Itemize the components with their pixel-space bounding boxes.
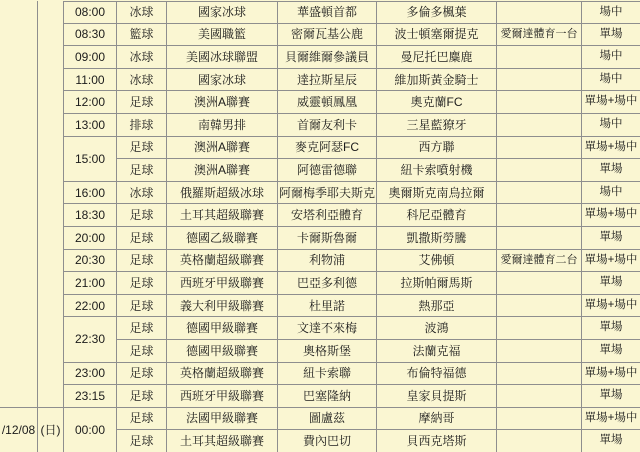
table-row bbox=[0, 137, 640, 160]
cell-type: 單場+場中 bbox=[582, 408, 640, 431]
cell-league: 西班牙甲級聯賽 bbox=[167, 385, 278, 408]
cell-time: 22:30 bbox=[64, 317, 117, 362]
cell-channel bbox=[497, 295, 582, 318]
cell-sport: 足球 bbox=[117, 204, 167, 227]
table-row bbox=[0, 24, 640, 47]
cell-home-team: 阿爾梅季耶夫斯克 bbox=[278, 182, 377, 205]
cell-league: 德國甲級聯賽 bbox=[167, 340, 278, 363]
cell-league: 美國職籃 bbox=[167, 24, 278, 47]
cell-home-team: 華盛頓首都 bbox=[278, 1, 377, 24]
table-row bbox=[0, 1, 640, 24]
cell-sport: 足球 bbox=[117, 408, 167, 431]
cell-channel bbox=[497, 317, 582, 340]
cell-away-team: 多倫多楓葉 bbox=[377, 1, 497, 24]
cell-home-team: 麥克阿瑟FC bbox=[278, 137, 377, 160]
cell-sport: 足球 bbox=[117, 363, 167, 386]
cell-away-team: 奧克蘭FC bbox=[377, 91, 497, 114]
cell-time: 15:00 bbox=[64, 137, 117, 182]
cell-time: 13:00 bbox=[64, 114, 117, 137]
cell-time: 20:00 bbox=[64, 227, 117, 250]
cell-channel: 愛爾達體育一台 bbox=[497, 24, 582, 47]
cell-home-team: 阿德雷德聯 bbox=[278, 159, 377, 182]
cell-channel bbox=[497, 340, 582, 363]
cell-sport: 足球 bbox=[117, 91, 167, 114]
cell-type: 單場 bbox=[582, 272, 640, 295]
cell-league: 德國乙級聯賽 bbox=[167, 227, 278, 250]
cell-league: 土耳其超級聯賽 bbox=[167, 204, 278, 227]
cell-home-team: 利物浦 bbox=[278, 250, 377, 273]
cell-away-team: 西方聯 bbox=[377, 137, 497, 160]
table-row bbox=[0, 69, 640, 92]
cell-time: 09:00 bbox=[64, 46, 117, 69]
cell-away-team: 皇家貝提斯 bbox=[377, 385, 497, 408]
cell-sport: 足球 bbox=[117, 385, 167, 408]
cell-sport: 冰球 bbox=[117, 182, 167, 205]
table-row bbox=[0, 408, 640, 431]
cell-league: 英格蘭超級聯賽 bbox=[167, 363, 278, 386]
cell-league: 德國甲級聯賽 bbox=[167, 317, 278, 340]
cell-league: 南韓男排 bbox=[167, 114, 278, 137]
cell-away-team: 奧爾斯克南烏拉爾 bbox=[377, 182, 497, 205]
cell-home-team: 杜里諾 bbox=[278, 295, 377, 318]
cell-league: 英格蘭超級聯賽 bbox=[167, 250, 278, 273]
cell-time: 18:30 bbox=[64, 204, 117, 227]
cell-day: (日) bbox=[38, 408, 64, 452]
schedule-table bbox=[0, 1, 640, 452]
cell-channel bbox=[497, 137, 582, 160]
cell-channel bbox=[497, 91, 582, 114]
table-row bbox=[0, 250, 640, 273]
cell-away-team: 拉斯帕爾馬斯 bbox=[377, 272, 497, 295]
cell-home-team: 安塔利亞體育 bbox=[278, 204, 377, 227]
cell-type: 單場 bbox=[582, 430, 640, 452]
cell-sport: 足球 bbox=[117, 227, 167, 250]
cell-day bbox=[38, 1, 64, 408]
cell-type: 單場 bbox=[582, 24, 640, 47]
cell-away-team: 三星藍獠牙 bbox=[377, 114, 497, 137]
table-row bbox=[0, 385, 640, 408]
cell-channel bbox=[497, 272, 582, 295]
cell-type: 單場 bbox=[582, 317, 640, 340]
cell-home-team: 費內巴切 bbox=[278, 430, 377, 452]
cell-channel bbox=[497, 1, 582, 24]
cell-time: 00:00 bbox=[64, 408, 117, 452]
cell-away-team: 貝西克塔斯 bbox=[377, 430, 497, 452]
cell-date: /12/08 bbox=[0, 408, 38, 452]
cell-type: 單場+場中 bbox=[582, 250, 640, 273]
cell-date bbox=[0, 1, 38, 408]
cell-league: 義大利甲級聯賽 bbox=[167, 295, 278, 318]
cell-league: 土耳其超級聯賽 bbox=[167, 430, 278, 452]
cell-time: 11:00 bbox=[64, 69, 117, 92]
cell-time: 23:15 bbox=[64, 385, 117, 408]
table-row bbox=[0, 317, 640, 340]
cell-away-team: 凱撒斯勞騰 bbox=[377, 227, 497, 250]
cell-away-team: 波士頓塞爾提克 bbox=[377, 24, 497, 47]
cell-sport: 足球 bbox=[117, 250, 167, 273]
cell-type: 場中 bbox=[582, 114, 640, 137]
cell-home-team: 卡爾斯魯爾 bbox=[278, 227, 377, 250]
table-row bbox=[0, 272, 640, 295]
cell-sport: 籃球 bbox=[117, 24, 167, 47]
cell-sport: 足球 bbox=[117, 317, 167, 340]
cell-sport: 冰球 bbox=[117, 1, 167, 24]
cell-home-team: 文達不來梅 bbox=[278, 317, 377, 340]
cell-home-team: 首爾友利卡 bbox=[278, 114, 377, 137]
cell-sport: 足球 bbox=[117, 295, 167, 318]
cell-sport: 排球 bbox=[117, 114, 167, 137]
cell-channel bbox=[497, 385, 582, 408]
cell-away-team: 波鴻 bbox=[377, 317, 497, 340]
table-row bbox=[0, 363, 640, 386]
cell-home-team: 紐卡索聯 bbox=[278, 363, 377, 386]
cell-league: 澳洲A聯賽 bbox=[167, 159, 278, 182]
cell-channel bbox=[497, 408, 582, 431]
cell-league: 國家冰球 bbox=[167, 69, 278, 92]
cell-sport: 冰球 bbox=[117, 46, 167, 69]
cell-channel: 愛爾達體育二台 bbox=[497, 250, 582, 273]
cell-away-team: 曼尼托巴麋鹿 bbox=[377, 46, 497, 69]
cell-league: 澳洲A聯賽 bbox=[167, 91, 278, 114]
table-row bbox=[0, 295, 640, 318]
cell-type: 單場 bbox=[582, 159, 640, 182]
cell-time: 21:00 bbox=[64, 272, 117, 295]
cell-channel bbox=[497, 363, 582, 386]
cell-channel bbox=[497, 204, 582, 227]
table-row bbox=[0, 204, 640, 227]
cell-league: 西班牙甲級聯賽 bbox=[167, 272, 278, 295]
cell-away-team: 摩納哥 bbox=[377, 408, 497, 431]
cell-away-team: 法蘭克福 bbox=[377, 340, 497, 363]
cell-type: 單場+場中 bbox=[582, 204, 640, 227]
cell-type: 單場+場中 bbox=[582, 295, 640, 318]
cell-home-team: 密爾瓦基公鹿 bbox=[278, 24, 377, 47]
cell-league: 法國甲級聯賽 bbox=[167, 408, 278, 431]
cell-type: 場中 bbox=[582, 69, 640, 92]
cell-league: 美國冰球聯盟 bbox=[167, 46, 278, 69]
cell-channel bbox=[497, 46, 582, 69]
cell-away-team: 艾佛頓 bbox=[377, 250, 497, 273]
cell-home-team: 巴塞隆納 bbox=[278, 385, 377, 408]
cell-channel bbox=[497, 430, 582, 452]
cell-sport: 足球 bbox=[117, 137, 167, 160]
cell-time: 16:00 bbox=[64, 182, 117, 205]
cell-channel bbox=[497, 69, 582, 92]
cell-time: 12:00 bbox=[64, 91, 117, 114]
cell-time: 22:00 bbox=[64, 295, 117, 318]
cell-sport: 足球 bbox=[117, 159, 167, 182]
cell-league: 俄羅斯超級冰球 bbox=[167, 182, 278, 205]
cell-channel bbox=[497, 227, 582, 250]
table-row bbox=[0, 114, 640, 137]
table-row bbox=[0, 46, 640, 69]
cell-away-team: 維加斯黃金騎士 bbox=[377, 69, 497, 92]
cell-sport: 足球 bbox=[117, 430, 167, 452]
cell-home-team: 達拉斯星辰 bbox=[278, 69, 377, 92]
cell-channel bbox=[497, 114, 582, 137]
cell-away-team: 紐卡索噴射機 bbox=[377, 159, 497, 182]
cell-type: 單場+場中 bbox=[582, 91, 640, 114]
cell-home-team: 威靈頓鳳凰 bbox=[278, 91, 377, 114]
cell-home-team: 圖盧茲 bbox=[278, 408, 377, 431]
cell-time: 08:30 bbox=[64, 24, 117, 47]
cell-type: 場中 bbox=[582, 46, 640, 69]
table-row bbox=[0, 227, 640, 250]
cell-time: 08:00 bbox=[64, 1, 117, 24]
cell-home-team: 巴亞多利德 bbox=[278, 272, 377, 295]
cell-time: 20:30 bbox=[64, 250, 117, 273]
cell-away-team: 布倫特福德 bbox=[377, 363, 497, 386]
cell-home-team: 奧格斯堡 bbox=[278, 340, 377, 363]
table-row bbox=[0, 91, 640, 114]
cell-league: 澳洲A聯賽 bbox=[167, 137, 278, 160]
cell-type: 單場 bbox=[582, 227, 640, 250]
cell-type: 場中 bbox=[582, 1, 640, 24]
cell-home-team: 貝爾維爾參議員 bbox=[278, 46, 377, 69]
cell-type: 單場 bbox=[582, 340, 640, 363]
cell-type: 單場 bbox=[582, 385, 640, 408]
cell-sport: 足球 bbox=[117, 340, 167, 363]
cell-sport: 冰球 bbox=[117, 69, 167, 92]
table-row bbox=[0, 182, 640, 205]
cell-channel bbox=[497, 182, 582, 205]
cell-sport: 足球 bbox=[117, 272, 167, 295]
cell-type: 場中 bbox=[582, 182, 640, 205]
cell-away-team: 熱那亞 bbox=[377, 295, 497, 318]
cell-league: 國家冰球 bbox=[167, 1, 278, 24]
cell-away-team: 科尼亞體育 bbox=[377, 204, 497, 227]
cell-type: 單場+場中 bbox=[582, 137, 640, 160]
cell-type: 單場+場中 bbox=[582, 363, 640, 386]
cell-time: 23:00 bbox=[64, 363, 117, 386]
cell-channel bbox=[497, 159, 582, 182]
